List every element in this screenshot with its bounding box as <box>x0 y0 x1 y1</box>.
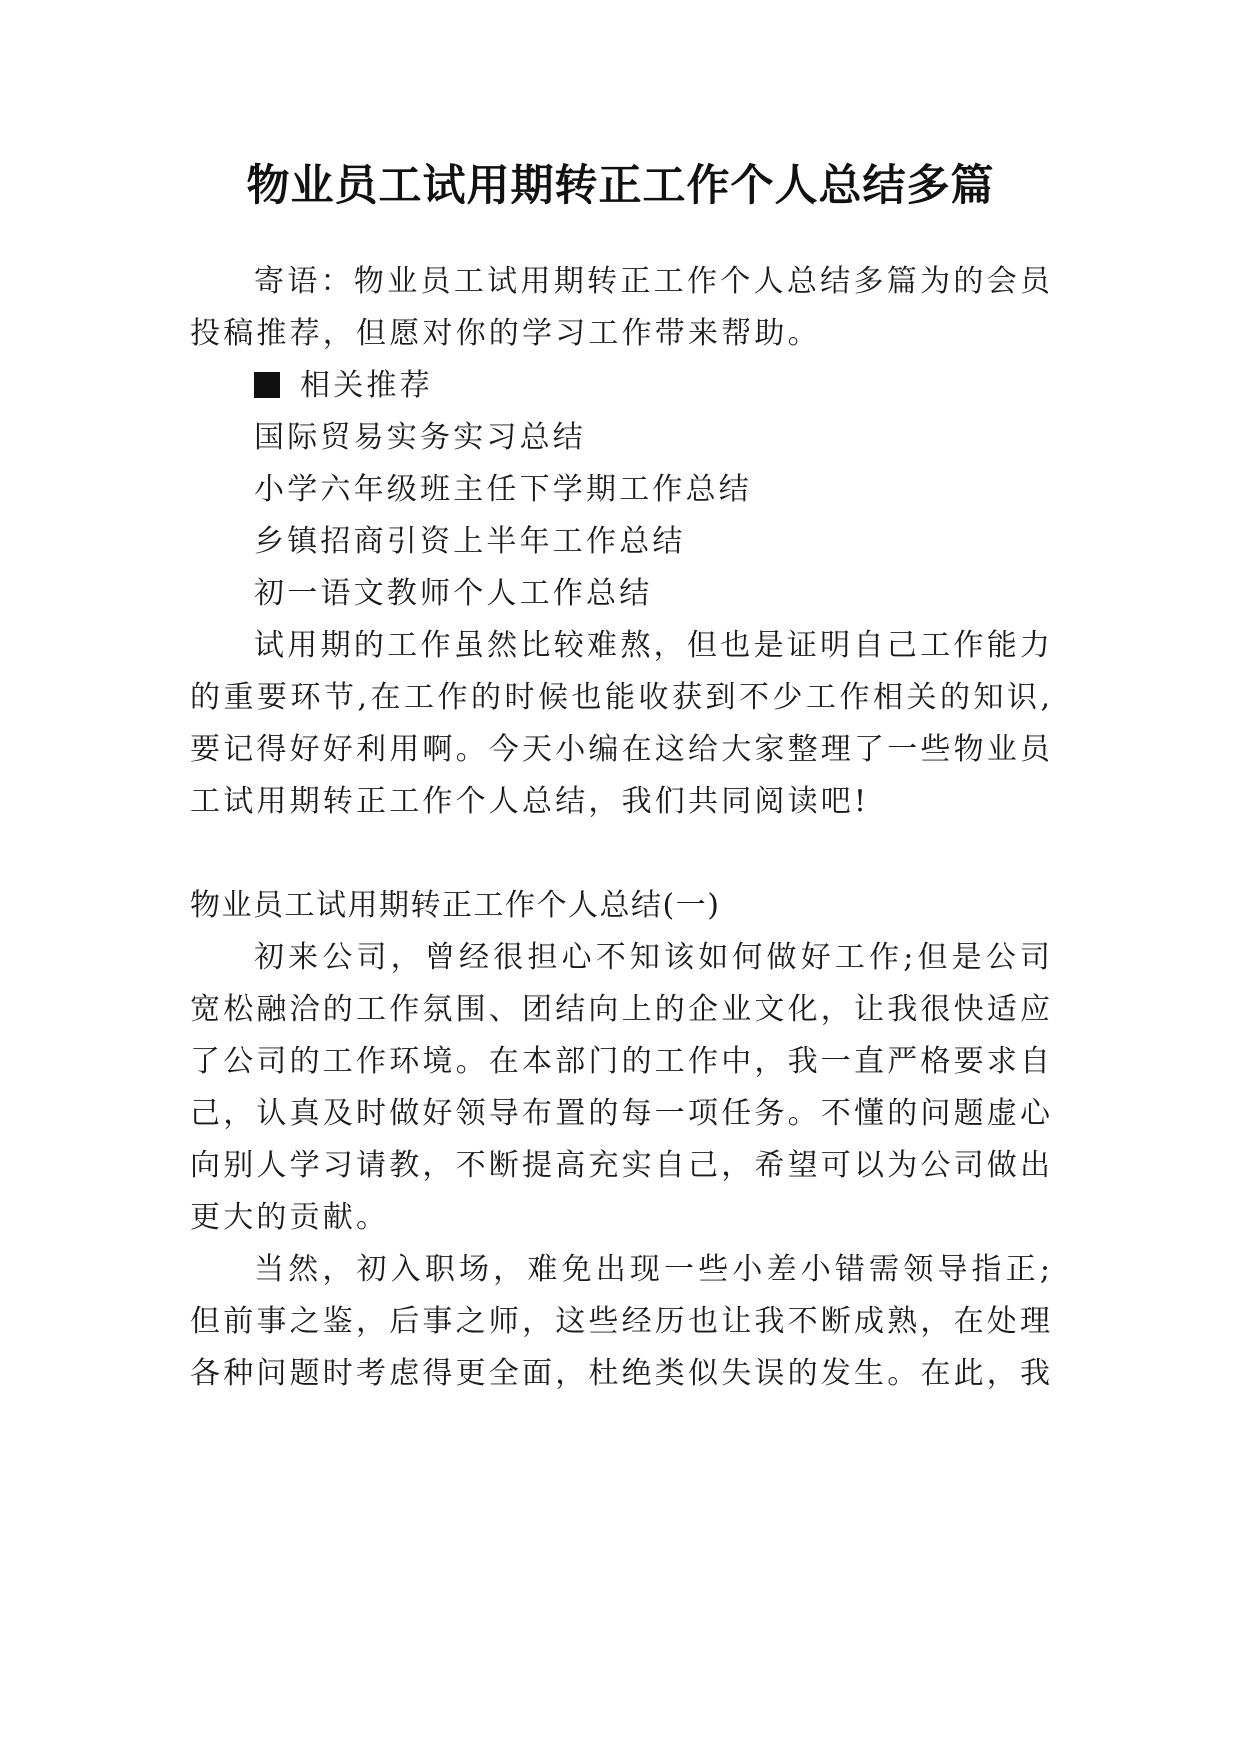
paragraph-line: 更大的贡献。 <box>190 1200 390 1235</box>
related-link[interactable]: 初一语文教师个人工作总结 <box>254 576 653 611</box>
related-heading <box>254 366 1114 406</box>
lead-line: 要记得好好利用啊。今天小编在这给大家整理了一些物业员 <box>190 732 1050 767</box>
paragraph-line: 初来公司，曾经很担心不知该如何做好工作;但是公司 <box>254 940 1050 975</box>
document-title: 物业员工试用期转正工作个人总结多篇 <box>246 161 995 211</box>
intro-line: 投稿推荐，但愿对你的学习工作带来帮助。 <box>190 316 821 351</box>
lead-line: 试用期的工作虽然比较难熬，但也是证明自己工作能力 <box>254 628 1050 663</box>
paragraph-line: 但前事之鉴，后事之师，这些经历也让我不断成熟，在处理 <box>190 1304 1050 1339</box>
paragraph-line: 宽松融洽的工作氛围、团结向上的企业文化，让我很快适应 <box>190 992 1050 1027</box>
related-link[interactable]: 乡镇招商引资上半年工作总结 <box>254 524 686 559</box>
lead-line: 的重要环节,在工作的时候也能收获到不少工作相关的知识, <box>190 680 1050 715</box>
paragraph-line: 向别人学习请教，不断提高充实自己，希望可以为公司做出 <box>190 1148 1050 1183</box>
paragraph-line: 己，认真及时做好领导布置的每一项任务。不懂的问题虚心 <box>190 1096 1050 1131</box>
paragraph-line: 各种问题时考虑得更全面，杜绝类似失误的发生。在此，我 <box>190 1356 1050 1391</box>
intro-line: 寄语：物业员工试用期转正工作个人总结多篇为的会员 <box>254 264 1050 299</box>
black-square-icon <box>254 372 280 398</box>
paragraph-line: 了公司的工作环境。在本部门的工作中，我一直严格要求自 <box>190 1044 1050 1079</box>
section-heading: 物业员工试用期转正工作个人总结(一) <box>190 888 721 923</box>
lead-line: 工试用期转正工作个人总结，我们共同阅读吧! <box>190 784 870 819</box>
related-link[interactable]: 国际贸易实务实习总结 <box>254 420 586 455</box>
related-link[interactable]: 小学六年级班主任下学期工作总结 <box>254 472 752 507</box>
related-heading-label: 相关推荐 <box>300 368 433 403</box>
paragraph-line: 当然，初入职场，难免出现一些小差小错需领导指正; <box>254 1252 1050 1287</box>
